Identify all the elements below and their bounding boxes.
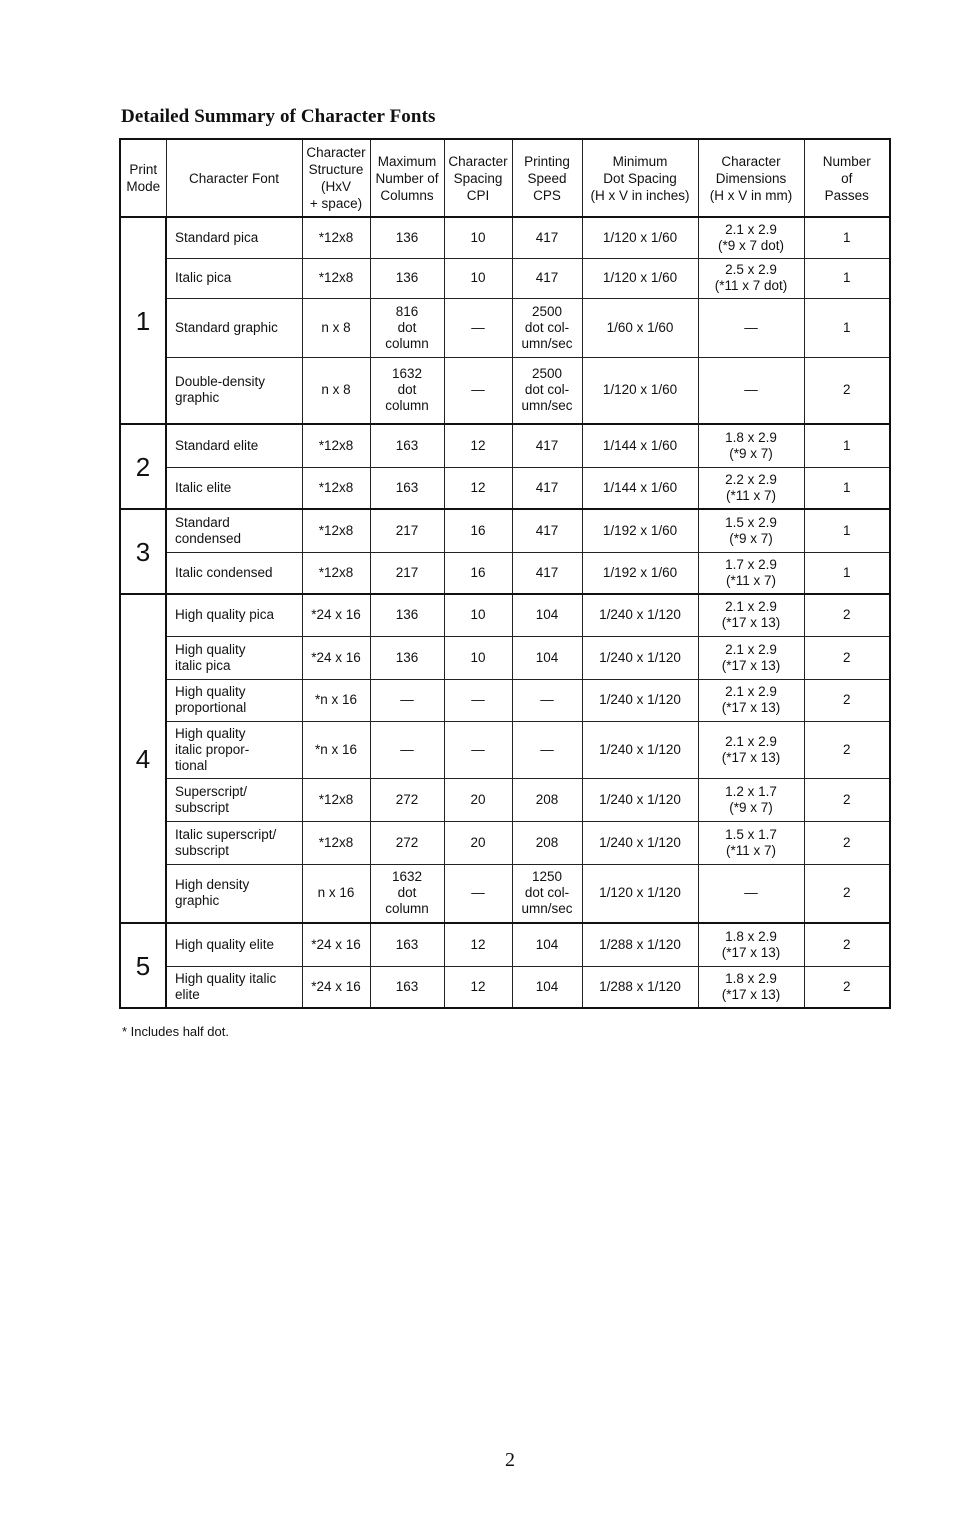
- font-name-cell: Italic elite: [166, 467, 302, 509]
- printing-speed-cell: 104: [512, 966, 582, 1008]
- character-spacing-cell: —: [444, 357, 512, 424]
- character-structure-cell: *n x 16: [302, 679, 370, 721]
- table-row: [120, 357, 890, 424]
- printing-speed-cell: 417: [512, 217, 582, 258]
- printing-speed-cell: 208: [512, 821, 582, 864]
- passes-cell: 2: [804, 594, 890, 636]
- printing-speed-cell: 417: [512, 258, 582, 298]
- character-structure-cell: n x 16: [302, 864, 370, 923]
- max-columns-cell: 217: [370, 552, 444, 594]
- table-row: [120, 966, 890, 1008]
- character-spacing-cell: —: [444, 298, 512, 357]
- printing-speed-cell: 208: [512, 778, 582, 821]
- passes-cell: 2: [804, 636, 890, 679]
- passes-cell: 2: [804, 821, 890, 864]
- font-name-cell: High density graphic: [166, 864, 302, 923]
- dot-spacing-cell: 1/144 x 1/60: [582, 467, 698, 509]
- character-dimensions-cell: —: [698, 864, 804, 923]
- passes-cell: 2: [804, 721, 890, 778]
- font-name-cell: High quality italic elite: [166, 966, 302, 1008]
- footnote: * Includes half dot.: [122, 1024, 229, 1039]
- font-name-cell: High quality italic propor- tional: [166, 721, 302, 778]
- dot-spacing-cell: 1/120 x 1/60: [582, 258, 698, 298]
- printing-speed-cell: 417: [512, 509, 582, 552]
- dot-spacing-cell: 1/240 x 1/120: [582, 594, 698, 636]
- passes-cell: 2: [804, 357, 890, 424]
- printing-speed-cell: 104: [512, 923, 582, 966]
- character-structure-cell: *12x8: [302, 258, 370, 298]
- character-spacing-cell: 16: [444, 552, 512, 594]
- character-dimensions-cell: 2.5 x 2.9 (*11 x 7 dot): [698, 258, 804, 298]
- table-row: [120, 721, 890, 778]
- passes-cell: 1: [804, 424, 890, 467]
- dot-spacing-cell: 1/120 x 1/120: [582, 864, 698, 923]
- max-columns-cell: —: [370, 679, 444, 721]
- header-passes: Number of Passes: [804, 139, 890, 217]
- table-row: [120, 679, 890, 721]
- passes-cell: 2: [804, 966, 890, 1008]
- printing-speed-cell: 2500 dot col- umn/sec: [512, 298, 582, 357]
- dot-spacing-cell: 1/240 x 1/120: [582, 778, 698, 821]
- font-name-cell: High quality pica: [166, 594, 302, 636]
- printing-speed-cell: —: [512, 679, 582, 721]
- character-dimensions-cell: 2.1 x 2.9 (*9 x 7 dot): [698, 217, 804, 258]
- max-columns-cell: 136: [370, 636, 444, 679]
- print-mode-cell: 3: [120, 509, 166, 594]
- table-body: [120, 217, 890, 1008]
- character-spacing-cell: —: [444, 679, 512, 721]
- table-row: [120, 778, 890, 821]
- character-structure-cell: *12x8: [302, 552, 370, 594]
- character-spacing-cell: —: [444, 864, 512, 923]
- font-name-cell: Standard pica: [166, 217, 302, 258]
- font-name-cell: High quality elite: [166, 923, 302, 966]
- font-name-cell: Italic condensed: [166, 552, 302, 594]
- font-name-cell: Italic pica: [166, 258, 302, 298]
- header-character-font: Character Font: [166, 139, 302, 217]
- character-spacing-cell: —: [444, 721, 512, 778]
- table-row: [120, 636, 890, 679]
- dot-spacing-cell: 1/120 x 1/60: [582, 217, 698, 258]
- font-name-cell: Standard elite: [166, 424, 302, 467]
- font-name-cell: Standard condensed: [166, 509, 302, 552]
- table-row: [120, 923, 890, 966]
- character-fonts-table: [119, 138, 891, 1009]
- printing-speed-cell: 104: [512, 636, 582, 679]
- print-mode-cell: 1: [120, 217, 166, 424]
- header-character-spacing: Character Spacing CPI: [444, 139, 512, 217]
- max-columns-cell: 1632 dot column: [370, 864, 444, 923]
- character-spacing-cell: 10: [444, 594, 512, 636]
- character-structure-cell: *24 x 16: [302, 594, 370, 636]
- character-spacing-cell: 16: [444, 509, 512, 552]
- character-structure-cell: *12x8: [302, 467, 370, 509]
- max-columns-cell: 816 dot column: [370, 298, 444, 357]
- dot-spacing-cell: 1/60 x 1/60: [582, 298, 698, 357]
- header-printing-speed: Printing Speed CPS: [512, 139, 582, 217]
- table-row: [120, 258, 890, 298]
- printing-speed-cell: 104: [512, 594, 582, 636]
- character-dimensions-cell: 2.1 x 2.9 (*17 x 13): [698, 594, 804, 636]
- dot-spacing-cell: 1/120 x 1/60: [582, 357, 698, 424]
- table-row: [120, 552, 890, 594]
- print-mode-cell: 5: [120, 923, 166, 1008]
- max-columns-cell: 272: [370, 821, 444, 864]
- character-dimensions-cell: 1.8 x 2.9 (*17 x 13): [698, 966, 804, 1008]
- max-columns-cell: 136: [370, 258, 444, 298]
- passes-cell: 1: [804, 258, 890, 298]
- max-columns-cell: —: [370, 721, 444, 778]
- character-structure-cell: *12x8: [302, 821, 370, 864]
- character-spacing-cell: 20: [444, 778, 512, 821]
- character-structure-cell: *24 x 16: [302, 966, 370, 1008]
- character-dimensions-cell: —: [698, 298, 804, 357]
- character-spacing-cell: 12: [444, 923, 512, 966]
- character-dimensions-cell: 1.2 x 1.7 (*9 x 7): [698, 778, 804, 821]
- character-dimensions-cell: —: [698, 357, 804, 424]
- character-structure-cell: *12x8: [302, 778, 370, 821]
- passes-cell: 1: [804, 298, 890, 357]
- passes-cell: 1: [804, 509, 890, 552]
- font-name-cell: High quality italic pica: [166, 636, 302, 679]
- max-columns-cell: 163: [370, 424, 444, 467]
- character-structure-cell: n x 8: [302, 357, 370, 424]
- printing-speed-cell: 1250 dot col- umn/sec: [512, 864, 582, 923]
- character-structure-cell: *n x 16: [302, 721, 370, 778]
- character-structure-cell: *12x8: [302, 424, 370, 467]
- printing-speed-cell: 417: [512, 467, 582, 509]
- passes-cell: 2: [804, 679, 890, 721]
- character-spacing-cell: 10: [444, 258, 512, 298]
- font-name-cell: High quality proportional: [166, 679, 302, 721]
- character-dimensions-cell: 2.1 x 2.9 (*17 x 13): [698, 721, 804, 778]
- font-name-cell: Italic superscript/ subscript: [166, 821, 302, 864]
- printing-speed-cell: 2500 dot col- umn/sec: [512, 357, 582, 424]
- max-columns-cell: 272: [370, 778, 444, 821]
- max-columns-cell: 163: [370, 467, 444, 509]
- dot-spacing-cell: 1/240 x 1/120: [582, 636, 698, 679]
- character-dimensions-cell: 1.7 x 2.9 (*11 x 7): [698, 552, 804, 594]
- passes-cell: 2: [804, 778, 890, 821]
- table-row: [120, 424, 890, 467]
- passes-cell: 1: [804, 467, 890, 509]
- character-structure-cell: *24 x 16: [302, 636, 370, 679]
- header-dot-spacing: Minimum Dot Spacing (H x V in inches): [582, 139, 698, 217]
- character-spacing-cell: 20: [444, 821, 512, 864]
- character-structure-cell: *12x8: [302, 509, 370, 552]
- printing-speed-cell: 417: [512, 552, 582, 594]
- printing-speed-cell: —: [512, 721, 582, 778]
- dot-spacing-cell: 1/240 x 1/120: [582, 821, 698, 864]
- table-row: [120, 509, 890, 552]
- passes-cell: 2: [804, 923, 890, 966]
- max-columns-cell: 217: [370, 509, 444, 552]
- table-row: [120, 594, 890, 636]
- header-row: [120, 139, 890, 217]
- table-row: [120, 298, 890, 357]
- table-row: [120, 217, 890, 258]
- page-number: 2: [505, 1449, 515, 1471]
- header-print-mode: Print Mode: [120, 139, 166, 217]
- character-dimensions-cell: 1.5 x 1.7 (*11 x 7): [698, 821, 804, 864]
- print-mode-cell: 2: [120, 424, 166, 509]
- character-spacing-cell: 12: [444, 424, 512, 467]
- passes-cell: 1: [804, 217, 890, 258]
- max-columns-cell: 136: [370, 594, 444, 636]
- character-spacing-cell: 10: [444, 217, 512, 258]
- font-name-cell: Standard graphic: [166, 298, 302, 357]
- passes-cell: 2: [804, 864, 890, 923]
- character-dimensions-cell: 2.2 x 2.9 (*11 x 7): [698, 467, 804, 509]
- table-header: [120, 139, 890, 217]
- passes-cell: 1: [804, 552, 890, 594]
- character-spacing-cell: 12: [444, 966, 512, 1008]
- print-mode-cell: 4: [120, 594, 166, 923]
- character-spacing-cell: 10: [444, 636, 512, 679]
- character-dimensions-cell: 2.1 x 2.9 (*17 x 13): [698, 679, 804, 721]
- character-dimensions-cell: 1.8 x 2.9 (*17 x 13): [698, 923, 804, 966]
- max-columns-cell: 163: [370, 966, 444, 1008]
- character-structure-cell: *12x8: [302, 217, 370, 258]
- printing-speed-cell: 417: [512, 424, 582, 467]
- dot-spacing-cell: 1/192 x 1/60: [582, 509, 698, 552]
- character-dimensions-cell: 1.8 x 2.9 (*9 x 7): [698, 424, 804, 467]
- font-name-cell: Double-density graphic: [166, 357, 302, 424]
- max-columns-cell: 136: [370, 217, 444, 258]
- character-structure-cell: n x 8: [302, 298, 370, 357]
- dot-spacing-cell: 1/240 x 1/120: [582, 679, 698, 721]
- max-columns-cell: 163: [370, 923, 444, 966]
- header-character-dimensions: Character Dimensions (H x V in mm): [698, 139, 804, 217]
- character-dimensions-cell: 1.5 x 2.9 (*9 x 7): [698, 509, 804, 552]
- max-columns-cell: 1632 dot column: [370, 357, 444, 424]
- dot-spacing-cell: 1/144 x 1/60: [582, 424, 698, 467]
- table-row: [120, 864, 890, 923]
- table-row: [120, 467, 890, 509]
- dot-spacing-cell: 1/240 x 1/120: [582, 721, 698, 778]
- dot-spacing-cell: 1/192 x 1/60: [582, 552, 698, 594]
- character-structure-cell: *24 x 16: [302, 923, 370, 966]
- page-title: Detailed Summary of Character Fonts: [121, 106, 436, 127]
- font-name-cell: Superscript/ subscript: [166, 778, 302, 821]
- character-spacing-cell: 12: [444, 467, 512, 509]
- dot-spacing-cell: 1/288 x 1/120: [582, 966, 698, 1008]
- header-max-columns: Maximum Number of Columns: [370, 139, 444, 217]
- dot-spacing-cell: 1/288 x 1/120: [582, 923, 698, 966]
- header-character-structure: Character Structure (HxV + space): [302, 139, 370, 217]
- table-row: [120, 821, 890, 864]
- character-dimensions-cell: 2.1 x 2.9 (*17 x 13): [698, 636, 804, 679]
